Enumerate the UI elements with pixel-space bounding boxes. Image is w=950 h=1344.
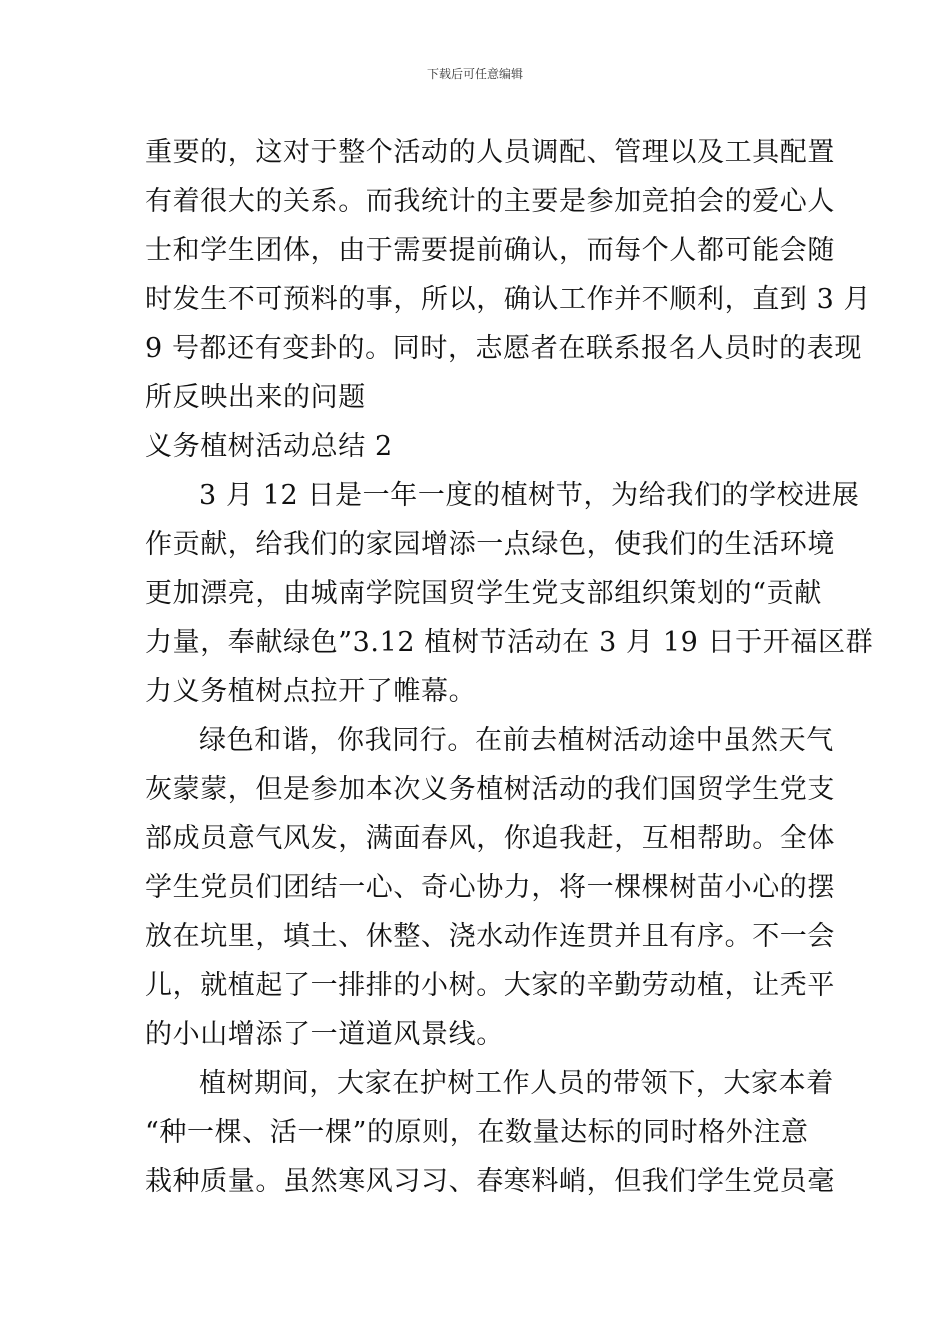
page-header: 下载后可任意编辑: [426, 67, 523, 81]
text-line: 作贡献，给我们的家园增添一点绿色，使我们的生活环境: [145, 529, 835, 560]
paragraph-first-line: 3 月 12 日是一年一度的植树节，为给我们的学校进展: [199, 480, 860, 511]
text-line: “种一棵、活一棵”的原则，在数量达标的同时格外注意: [145, 1117, 809, 1148]
text-line: 学生党员们团结一心、奇心协力，将一棵棵树苗小心的摆: [145, 872, 835, 903]
text-line: 部成员意气风发，满面春风，你追我赶，互相帮助。全体: [145, 823, 835, 854]
text-line: 栽种质量。虽然寒风习习、春寒料峭，但我们学生党员毫: [145, 1166, 835, 1197]
paragraph-first-line: 绿色和谐，你我同行。在前去植树活动途中虽然天气: [199, 725, 834, 756]
text-line: 放在坑里，填土、休整、浇水动作连贯并且有序。不一会: [145, 921, 835, 952]
document-body: [145, 128, 874, 1206]
text-line: 9 号都还有变卦的。同时，志愿者在联系报名人员时的表现: [145, 333, 862, 364]
text-line: 灰蒙蒙，但是参加本次义务植树活动的我们国贸学生党支: [145, 774, 835, 805]
text-line: 力量，奉献绿色”3.12 植树节活动在 3 月 19 日于开福区群: [145, 627, 874, 658]
text-line: 重要的，这对于整个活动的人员调配、管理以及工具配置: [145, 137, 835, 168]
text-line: 儿，就植起了一排排的小树。大家的辛勤劳动植，让秃平: [145, 970, 835, 1001]
section-title: 义务植树活动总结 2: [145, 431, 393, 462]
paragraph-first-line: 植树期间，大家在护树工作人员的带领下，大家本着: [199, 1068, 834, 1099]
text-line: 时发生不可预料的事，所以，确认工作并不顺利，直到 3 月: [145, 284, 872, 315]
text-line: 力义务植树点拉开了帷幕。: [145, 676, 477, 707]
text-line: 的小山增添了一道道风景线。: [145, 1019, 504, 1050]
text-line: 士和学生团体，由于需要提前确认，而每个人都可能会随: [145, 235, 835, 266]
text-line: 所反映出来的问题: [145, 382, 366, 413]
text-line: 有着很大的关系。而我统计的主要是参加竞拍会的爱心人: [145, 186, 835, 217]
text-line: 更加漂亮，由城南学院国贸学生党支部组织策划的“贡献: [145, 578, 822, 609]
